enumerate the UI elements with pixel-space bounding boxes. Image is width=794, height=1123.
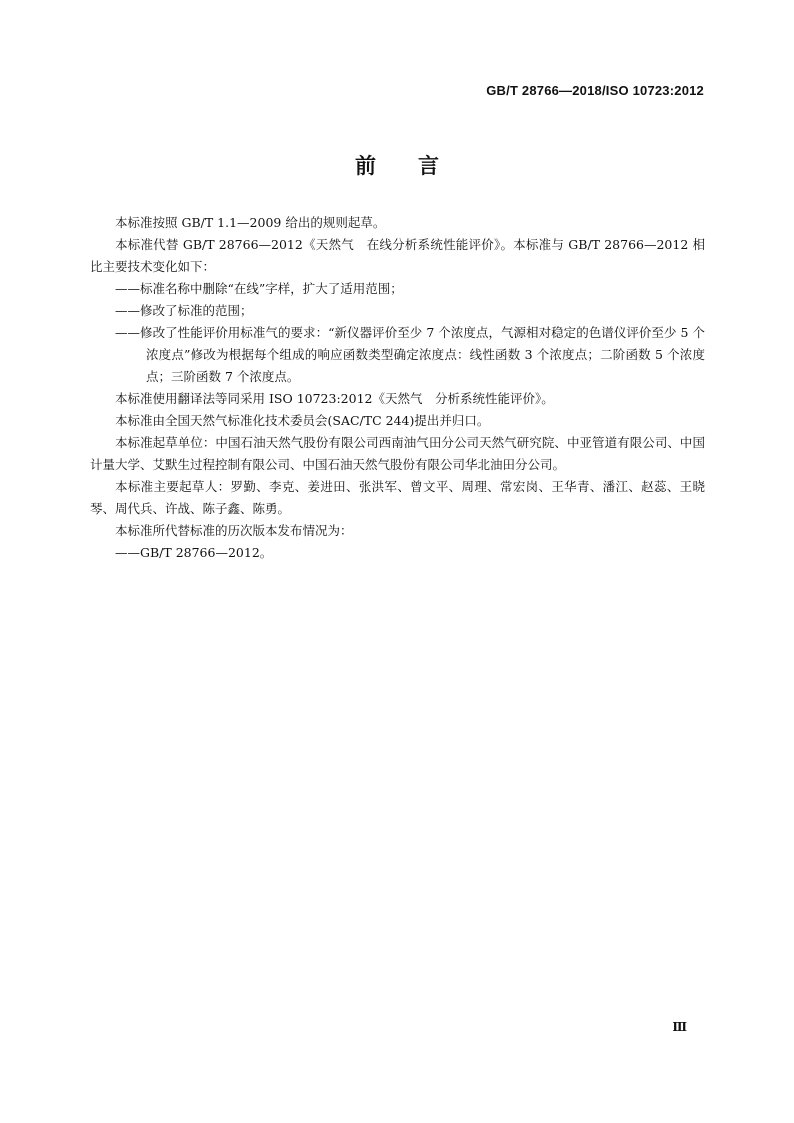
paragraph-replacement: 本标准代替 GB/T 28766—2012《天然气 在线分析系统性能评价》。本标准与 GB/T 28766—2012 相比主要技术变化如下： <box>90 237 705 274</box>
change-item-standard-gas: ——修改了性能评价用标准气的要求：“新仪器评价至少 7 个浓度点，气源相对稳定的色谱仪评价至少 5 个浓度点”修改为根据每个组成的响应函数类型确定浓度点：线性函数 3 个浓度点；二阶函数 5 个浓度点；三阶函数 7 个浓度点。 <box>115 325 705 384</box>
header-standard-code: GB/T 28766—2018/ISO 10723:2012 <box>486 83 704 98</box>
page-title: 前言 <box>355 154 481 178</box>
history-item: ——GB/T 28766—2012。 <box>115 545 273 560</box>
change-item-scope: ——修改了标准的范围； <box>115 303 253 318</box>
paragraph-drafters: 本标准主要起草人：罗勤、李克、姜进田、张洪军、曾文平、周理、常宏岗、王华青、潘江、赵蕊、王晓琴、周代兵、许战、陈子鑫、陈勇。 <box>90 479 705 516</box>
foreword-body <box>90 212 705 564</box>
paragraph-drafting-rules: 本标准按照 GB/T 1.1—2009 给出的规则起草。 <box>115 215 386 230</box>
paragraph-history: 本标准所代替标准的历次版本发布情况为： <box>115 523 353 538</box>
page-number: Ⅲ <box>672 1020 687 1034</box>
paragraph-proposer: 本标准由全国天然气标准化技术委员会(SAC/TC 244)提出并归口。 <box>115 413 490 428</box>
paragraph-drafting-units: 本标准起草单位：中国石油天然气股份有限公司西南油气田分公司天然气研究院、中亚管道有限公司、中国计量大学、艾默生过程控制有限公司、中国石油天然气股份有限公司华北油田分公司。 <box>90 435 705 472</box>
change-item-title: ——标准名称中删除“在线”字样，扩大了适用范围； <box>115 281 403 296</box>
paragraph-adoption: 本标准使用翻译法等同采用 ISO 10723:2012《天然气 分析系统性能评价》。 <box>115 391 554 406</box>
